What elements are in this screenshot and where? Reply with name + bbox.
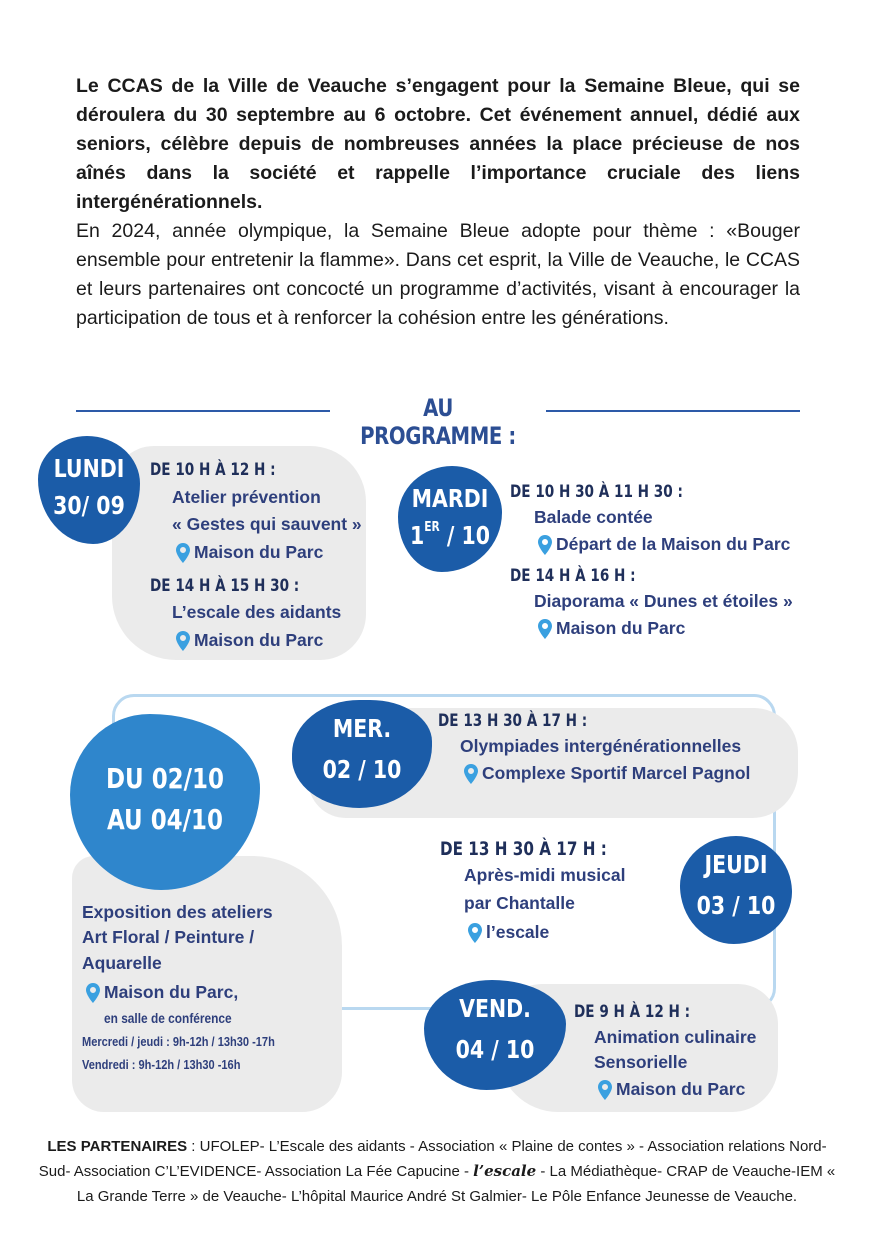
vendredi-activity-1: Animation culinaire	[594, 1027, 757, 1047]
mardi-activity-1: Balade contée	[534, 507, 653, 527]
expo-room: en salle de conférence	[104, 1010, 232, 1026]
location-pin-icon	[176, 543, 190, 563]
vendredi-place	[598, 1079, 745, 1100]
mercredi-activity: Olympiades intergénérationnelles	[460, 736, 742, 756]
expo-place-label: Maison du Parc,	[104, 982, 239, 1002]
location-pin-icon	[464, 764, 478, 784]
lundi-place-2	[176, 630, 323, 651]
vendredi-activity-2: Sensorielle	[594, 1052, 688, 1072]
location-pin-icon	[86, 983, 100, 1003]
location-pin-icon	[468, 923, 482, 943]
expo-title-2: Art Floral / Peinture /	[82, 927, 255, 947]
partners-lead: LES PARTENAIRES	[47, 1138, 188, 1155]
vendredi-day: VEND.	[459, 994, 531, 1023]
expo-place	[86, 982, 238, 1003]
partners-text-b: - La Médiathèque- CRAP de Veauche-IEM « La Grande Terre » de Veauche- L’hôpital Maurice André St Galmier- Le Pôle Enfance Jeunesse de Veauche.	[76, 1163, 836, 1205]
mardi-time-1: DE 10 H 30 À 11 H 30 :	[510, 482, 683, 502]
lundi-activity-2: L’escale des aidants	[172, 602, 342, 622]
jeudi-activity-2: par Chantalle	[464, 893, 575, 913]
mercredi-time: DE 13 H 30 À 17 H :	[438, 711, 588, 731]
mardi-place-2-label: Maison du Parc	[556, 618, 686, 638]
expo-date-to: AU 04/10	[106, 803, 223, 836]
jeudi-date: 03 / 10	[696, 891, 776, 920]
expo-title-1: Exposition des ateliers	[82, 902, 273, 922]
intro-text	[76, 72, 800, 333]
mardi-date	[407, 521, 492, 550]
mercredi-place	[464, 763, 750, 784]
program-heading	[76, 394, 800, 450]
mardi-date-number: 1	[409, 521, 425, 550]
jeudi-place	[468, 922, 549, 943]
mardi-date-suffix: ER	[424, 520, 440, 535]
mardi-date-month: / 10	[439, 521, 491, 550]
mardi-place-1	[538, 534, 790, 555]
partners-footer	[36, 1134, 838, 1209]
lundi-time-2: DE 14 H À 15 H 30 :	[150, 576, 300, 596]
lundi-place-2-label: Maison du Parc	[194, 630, 324, 650]
lundi-date: 30/ 09	[53, 491, 125, 520]
location-pin-icon	[538, 619, 552, 639]
lundi-day: LUNDI	[53, 454, 125, 483]
expo-title-3: Aquarelle	[82, 953, 162, 973]
mercredi-day: MER.	[332, 714, 392, 743]
expo-date-from: DU 02/10	[105, 762, 224, 795]
program-title: AU PROGRAMME :	[360, 394, 516, 450]
location-pin-icon	[538, 535, 552, 555]
mardi-place-2	[538, 618, 685, 639]
heading-rule-right	[546, 410, 800, 412]
jeudi-time: DE 13 H 30 À 17 H :	[440, 838, 607, 860]
mardi-activity-2: Diaporama « Dunes et étoiles »	[534, 591, 793, 611]
location-pin-icon	[598, 1080, 612, 1100]
jeudi-day: JEUDI	[704, 850, 768, 879]
mardi-day: MARDI	[411, 484, 489, 513]
expo-hours-2: Vendredi : 9h-12h / 13h30 -16h	[82, 1057, 241, 1072]
lundi-activity-1b: « Gestes qui sauvent »	[172, 514, 362, 534]
mardi-day-badge	[398, 466, 502, 572]
vendredi-date: 04 / 10	[455, 1035, 535, 1064]
lundi-activity-1a: Atelier prévention	[172, 487, 321, 507]
expo-hours-1: Mercredi / jeudi : 9h-12h / 13h30 -17h	[82, 1034, 275, 1049]
mercredi-date: 02 / 10	[322, 755, 402, 784]
jeudi-day-badge	[680, 836, 792, 944]
jeudi-activity-1: Après-midi musical	[464, 865, 626, 885]
lundi-place-1-label: Maison du Parc	[194, 542, 324, 562]
lundi-place-1	[176, 542, 323, 563]
lundi-day-badge	[38, 436, 140, 544]
jeudi-place-label: l’escale	[486, 922, 550, 942]
intro-paragraph-1: Le CCAS de la Ville de Veauche s’engagent pour la Semaine Bleue, qui se déroulera du 30 septembre au 6 octobre. Cet événement annuel, dédié aux seniors, célèbre depuis de nombreuses années la place précieuse de nos aînés dans la société et rappelle l’importance cruciale des liens intergénérationnels.	[76, 75, 800, 213]
escale-logo-text: l’escale	[473, 1162, 537, 1180]
mercredi-place-label: Complexe Sportif Marcel Pagnol	[482, 763, 751, 783]
location-pin-icon	[176, 631, 190, 651]
lundi-time-1: DE 10 H À 12 H :	[150, 460, 276, 480]
mardi-place-1-label: Départ de la Maison du Parc	[556, 534, 791, 554]
partners-text-a: : UFOLEP- L’Escale des aidants - Association « Plaine de contes » - Association relations Nord-Sud- Association C’L’EVIDENCE- Association La Fée Capucine -	[38, 1138, 827, 1180]
mardi-time-2: DE 14 H À 16 H :	[510, 566, 636, 586]
heading-rule-left	[76, 410, 330, 412]
vendredi-place-label: Maison du Parc	[616, 1079, 746, 1099]
intro-paragraph-2: En 2024, année olympique, la Semaine Bleue adopte pour thème : «Bouger ensemble pour entretenir la flamme». Dans cet esprit, la Ville de Veauche, le CCAS et leurs partenaires ont concocté un programme d’activités, visant à encourager la participation de tous et à renforcer la cohésion entre les générations.	[76, 220, 800, 329]
vendredi-time: DE 9 H À 12 H :	[574, 1002, 691, 1022]
